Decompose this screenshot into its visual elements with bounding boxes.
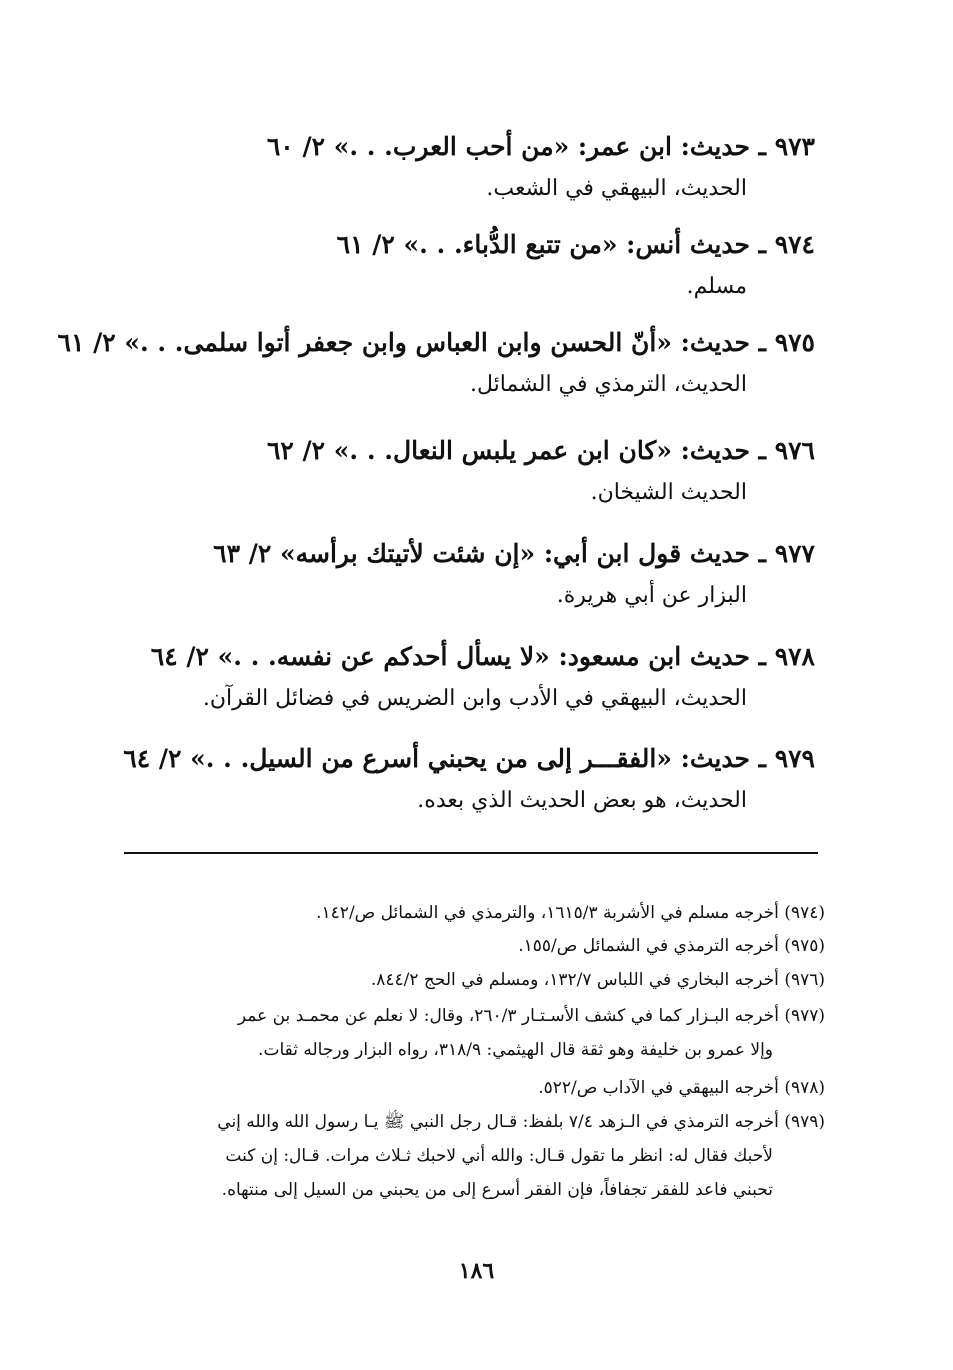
footnote [518, 934, 825, 958]
hadith-heading: ٩٧٥ ـ حديث: «أنّ الحسن وابن العباس وابن جعفر أتوا سلمى. . .» ٢/ ٦١ [57, 328, 815, 357]
hadith-entry [58, 326, 815, 400]
footnote-text: (٩٧٤) أخرجه مسلم في الأشربة ١٦١٥/٣، والترمذي في الشمائل ص/١٤٢. [316, 903, 825, 923]
hadith-source: الحديث، الترمذي في الشمائل. [469, 372, 747, 397]
hadith-entry [151, 640, 815, 714]
footnote-continuation: وإلا عمرو بن خليفة وهو ثقة قال الهيثمي: ٣١٨/٩، رواه البزار ورجاله ثقات. [258, 1040, 773, 1060]
hadith-source: مسلم. [686, 274, 747, 299]
footnote-text: (٩٧٨) أخرجه البيهقي في الآداب ص/٥٢٢. [538, 1078, 825, 1098]
hadith-heading: ٩٧٧ ـ حديث قول ابن أبي: «إن شئت لأتيتك برأسه» ٢/ ٦٣ [213, 539, 815, 568]
hadith-heading: ٩٧٦ ـ حديث: «كان ابن عمر يلبس النعال. . .» ٢/ ٦٢ [266, 436, 815, 465]
footnote-continuation: تحبني فاعد للفقر تجفافاً، فإن الفقر أسرع إلى من يحبني من السيل إلى منتهاه. [221, 1180, 773, 1200]
footnote [371, 968, 825, 992]
hadith-entry [337, 228, 815, 302]
hadith-source: الحديث الشيخان. [590, 480, 747, 505]
hadith-heading: ٩٧٣ ـ حديث: ابن عمر: «من أحب العرب. . .» ٢/ ٦٠ [266, 132, 815, 161]
hadith-entry [123, 742, 815, 816]
footnote [538, 1076, 825, 1100]
hadith-source: الحديث، البيهقي في الأدب وابن الضريس في فضائل القرآن. [202, 686, 747, 711]
hadith-entry [267, 130, 815, 204]
footnote-text: (٩٧٥) أخرجه الترمذي في الشمائل ص/١٥٥. [518, 936, 825, 956]
hadith-source: الحديث، البيهقي في الشعب. [486, 176, 747, 201]
footnote-text: (٩٧٧) أخرجه البـزار كما في كشف الأسـتـار ٢٦٠/٣، وقال: لا نعلم عن محمـد بن عمر [237, 1006, 825, 1026]
hadith-heading: ٩٧٩ ـ حديث: «الفقـــر إلى من يحبني أسرع من السيل. . .» ٢/ ٦٤ [123, 744, 815, 773]
hadith-source: الحديث، هو بعض الحديث الذي بعده. [417, 788, 747, 813]
footnote-separator [124, 852, 818, 854]
hadith-heading: ٩٧٨ ـ حديث ابن مسعود: «لا يسأل أحدكم عن نفسه. . .» ٢/ ٦٤ [150, 642, 815, 671]
hadith-entry [267, 434, 815, 508]
hadith-source: البزار عن أبي هريرة. [556, 583, 747, 608]
hadith-entry [213, 537, 815, 611]
footnote-text: (٩٧٩) أخرجه الترمذي في الـزهد ٧/٤ بلفظ: قـال رجل النبي ﷺ يـا رسول الله والله إني [217, 1112, 825, 1132]
footnote-continuation: لأحبك فقال له: انظر ما تقول قـال: والله أني لاحبك ثـلاث مرات. قـال: إن كنت [225, 1146, 773, 1166]
footnote-text: (٩٧٦) أخرجه البخاري في اللباس ١٣٢/٧، ومسلم في الحج ٨٤٤/٢. [370, 970, 825, 990]
hadith-heading: ٩٧٤ ـ حديث أنس: «من تتبع الدُّباء. . .» ٢/ ٦١ [336, 230, 815, 259]
page-number: ١٨٦ [458, 1258, 495, 1284]
footnote [316, 901, 825, 925]
footnote [217, 1110, 825, 1202]
footnote [238, 1004, 825, 1062]
